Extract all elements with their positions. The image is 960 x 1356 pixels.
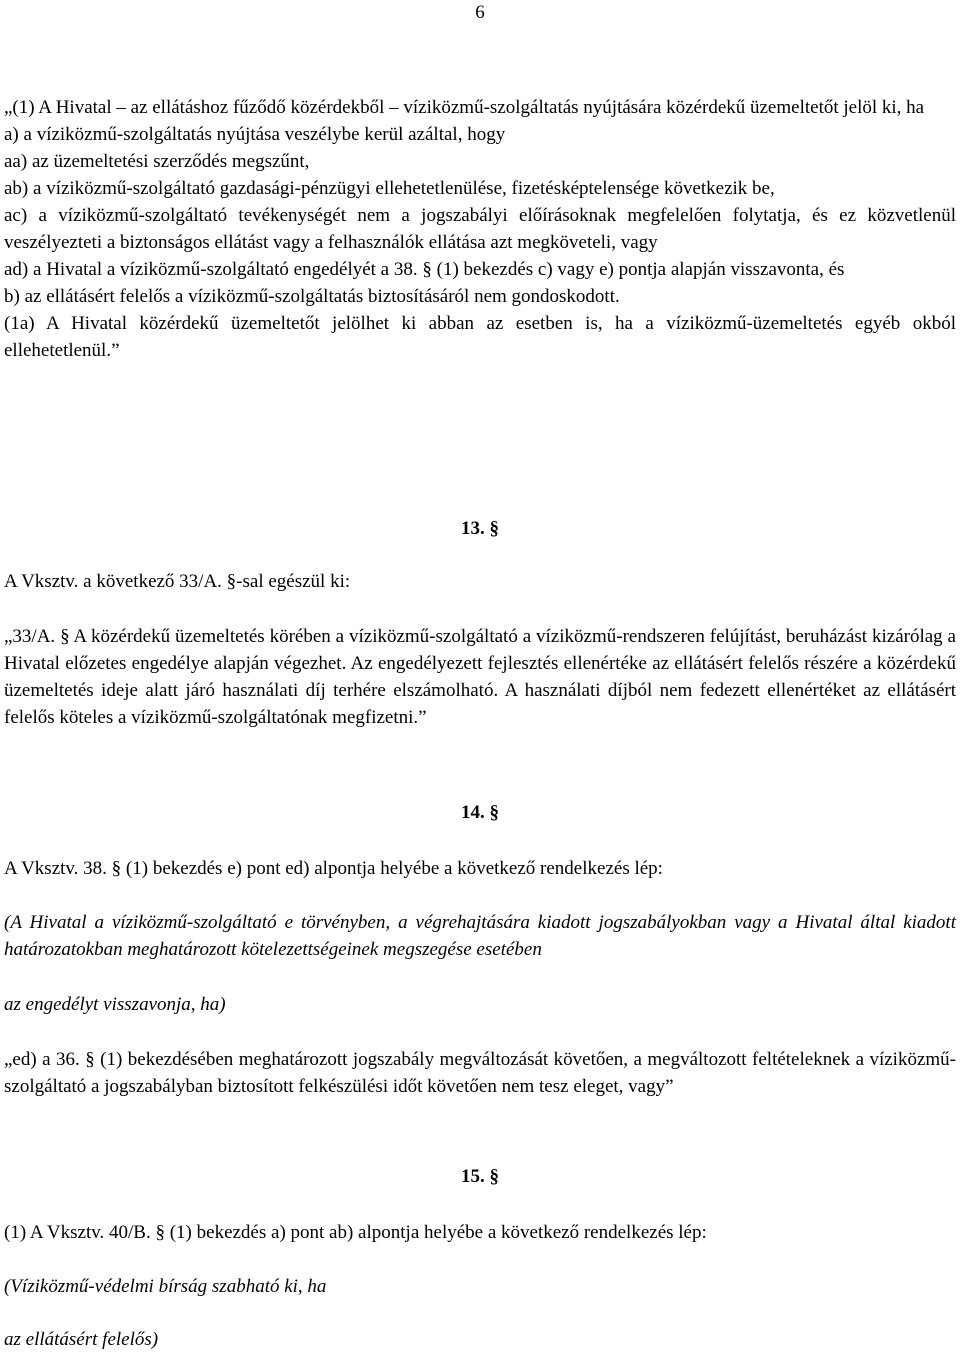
point-aa: aa) az üzemeltetési szerződés megszűnt, bbox=[4, 151, 310, 172]
section-15-heading: 15. § bbox=[461, 1166, 499, 1187]
section-14-text: „ed) a 36. § (1) bekezdésében meghatározott jogszabály megváltozását követően, a megváltozott feltételeknek a víziközmű-szolgáltató a jogszabályban biztosított felkészülési időt követően nem tesz eleget, vagy” bbox=[4, 1049, 956, 1097]
point-ab: ab) a víziközmű-szolgáltató gazdasági-pénzügyi ellehetetlenülése, fizetésképtelensége következik be, bbox=[4, 178, 775, 199]
section-13-intro: A Vksztv. a következő 33/A. §-sal egészül ki: bbox=[4, 571, 351, 592]
section-15-italic-clause: az ellátásért felelős) bbox=[4, 1329, 159, 1350]
section-14-italic-clause: az engedélyt visszavonja, ha) bbox=[4, 994, 226, 1015]
point-b: b) az ellátásért felelős a víziközmű-szolgáltatás biztosításáról nem gondoskodott. bbox=[4, 286, 620, 307]
section-14-intro: A Vksztv. 38. § (1) bekezdés e) pont ed) alpontja helyébe a következő rendelkezés lép: bbox=[4, 858, 663, 879]
section-13-heading: 13. § bbox=[461, 518, 499, 539]
page-number: 6 bbox=[475, 2, 485, 23]
point-ac: ac) a víziközmű-szolgáltató tevékenységét nem a jogszabályi előírásoknak megfelelően folytatja, és ez közvetlenül veszélyezteti a biztonságos ellátást vagy a felhasználók ellátása azt megköveteli, vagy bbox=[4, 205, 956, 253]
paragraph-1: „(1) A Hivatal – az ellátáshoz fűződő közérdekből – víziközmű-szolgáltatás nyújtására közérdekű üzemeltetőt jelöl ki, ha bbox=[4, 97, 925, 118]
section-13-text: „33/A. § A közérdekű üzemeltetés körében a víziközmű-szolgáltató a víziközmű-rendszeren felújítást, beruházást kizárólag a Hivatal előzetes engedélye alapján végezhet. Az engedélyezett fejlesztés ellenértéke az ellátásért felelős részére a közérdekű üzemeltetés ideje alatt járó használati díj terhére elszámolható. A használati díjból nem fedezett ellenértéket az ellátásért felelős köteles a víziközmű-szolgáltatónak megfizetni.” bbox=[4, 626, 956, 728]
section-14-heading: 14. § bbox=[461, 802, 499, 823]
amendment-text-block bbox=[4, 94, 956, 364]
section-14-italic-context: (A Hivatal a víziközmű-szolgáltató e törvényben, a végrehajtására kiadott jogszabályokban vagy a Hivatal által kiadott határozatokban meghatározott kötelezettségeinek megszegése esetében bbox=[4, 912, 956, 960]
point-a: a) a víziközmű-szolgáltatás nyújtása veszélybe kerül azáltal, hogy bbox=[4, 124, 506, 145]
paragraph-1a: (1a) A Hivatal közérdekű üzemeltetőt jelölhet ki abban az esetben is, ha a víziközmű-üzemeltetés egyéb okból ellehetetlenül.” bbox=[4, 313, 956, 361]
section-15-italic-context: (Víziközmű-védelmi bírság szabható ki, ha bbox=[4, 1276, 327, 1297]
section-15-intro: (1) A Vksztv. 40/B. § (1) bekezdés a) pont ab) alpontja helyébe a következő rendelkezés lép: bbox=[4, 1222, 707, 1243]
point-ad: ad) a Hivatal a víziközmű-szolgáltató engedélyét a 38. § (1) bekezdés c) vagy e) pontja alapján visszavonta, és bbox=[4, 259, 845, 280]
